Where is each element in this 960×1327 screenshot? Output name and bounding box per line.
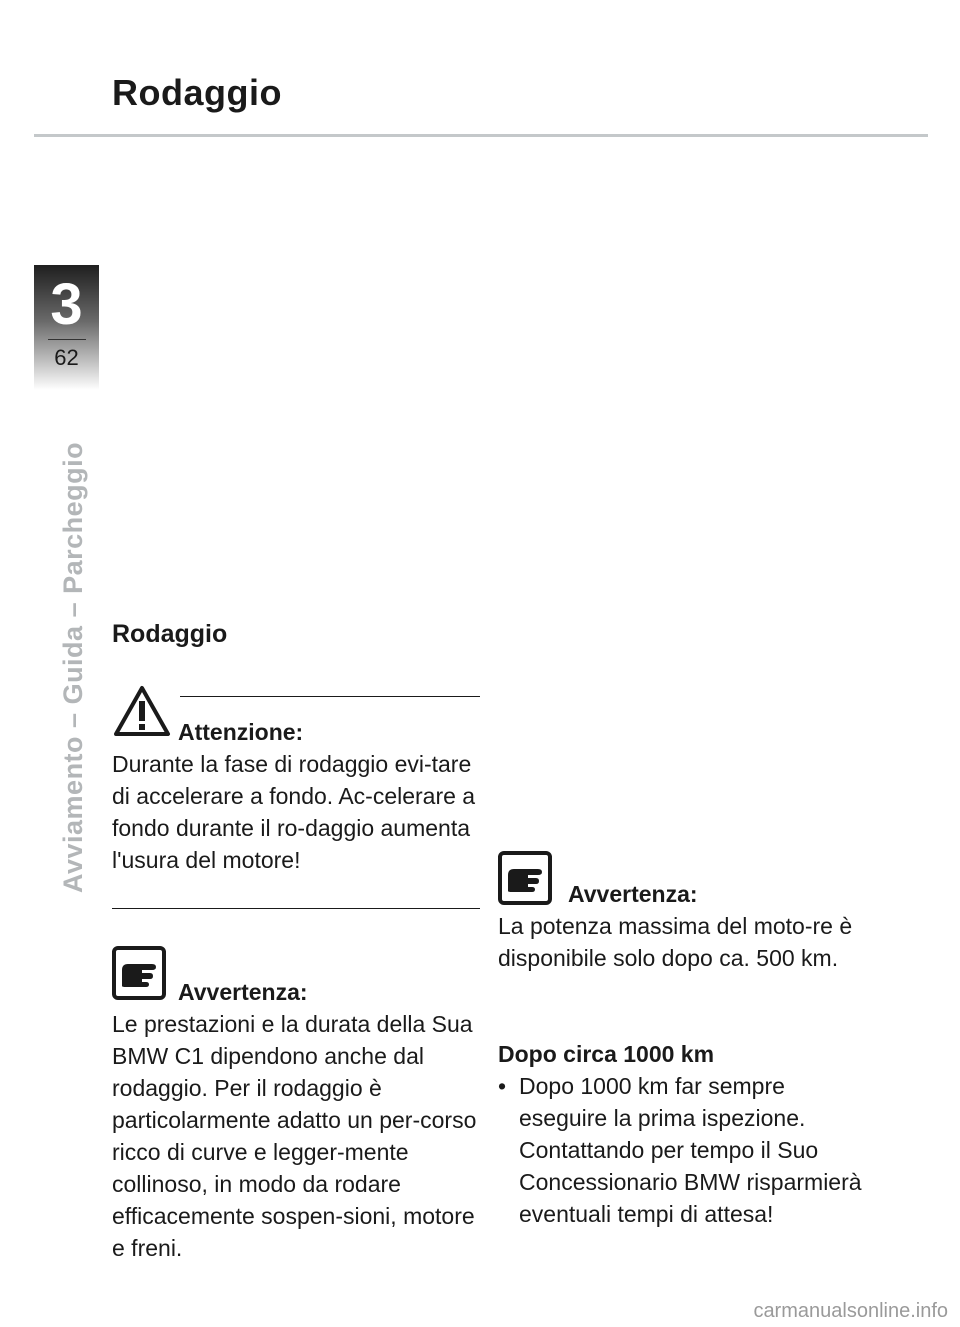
note-left-block	[112, 976, 477, 1264]
after-1000-heading: Dopo circa 1000 km	[498, 1041, 715, 1067]
chapter-tab	[34, 265, 99, 390]
watermark: carmanualsonline.info	[753, 1300, 948, 1322]
page-title: Rodaggio	[112, 72, 282, 113]
warning-block	[112, 716, 482, 876]
header-divider	[34, 134, 928, 137]
warning-text: Durante la fase di rodaggio evi-tare di accelerare a fondo. Ac-celerare a fondo durante il ro-daggio aumenta l'usura del motore!	[112, 751, 476, 873]
warning-top-rule	[180, 696, 480, 697]
note-left-text: Le prestazioni e la durata della Sua BMW C1 dipendono anche dal rodaggio. Per il rodaggio è particolarmente adatto un per-corso ricco di curve e legger-mente collinoso, in modo da rodare efficacemente sospen-sioni, motore e freni.	[112, 1011, 477, 1261]
list-item-text: Dopo 1000 km far sempre eseguire la prima ispezione. Contattando per tempo il Suo Concessionario BMW risparmierà eventuali tempi di attesa!	[519, 1073, 862, 1227]
list-item	[498, 1070, 868, 1230]
chapter-divider	[48, 339, 86, 340]
chapter-number: 3	[50, 272, 83, 337]
warning-bottom-rule	[112, 908, 480, 909]
note-right-text: La potenza massima del moto-re è disponibile solo dopo ca. 500 km.	[498, 913, 853, 971]
page-number: 62	[54, 345, 79, 370]
after-1000-list	[498, 1070, 868, 1230]
bullet-glyph: •	[498, 1073, 507, 1099]
note-right-block	[498, 878, 863, 974]
note-right-title: Avvertenza:	[568, 881, 698, 907]
section-heading: Rodaggio	[112, 620, 228, 648]
warning-title: Attenzione:	[178, 719, 304, 745]
chapter-side-label: Avviamento – Guida – Parcheggio	[58, 441, 88, 893]
note-left-title: Avvertenza:	[178, 979, 308, 1005]
after-1000-block	[498, 1038, 868, 1230]
